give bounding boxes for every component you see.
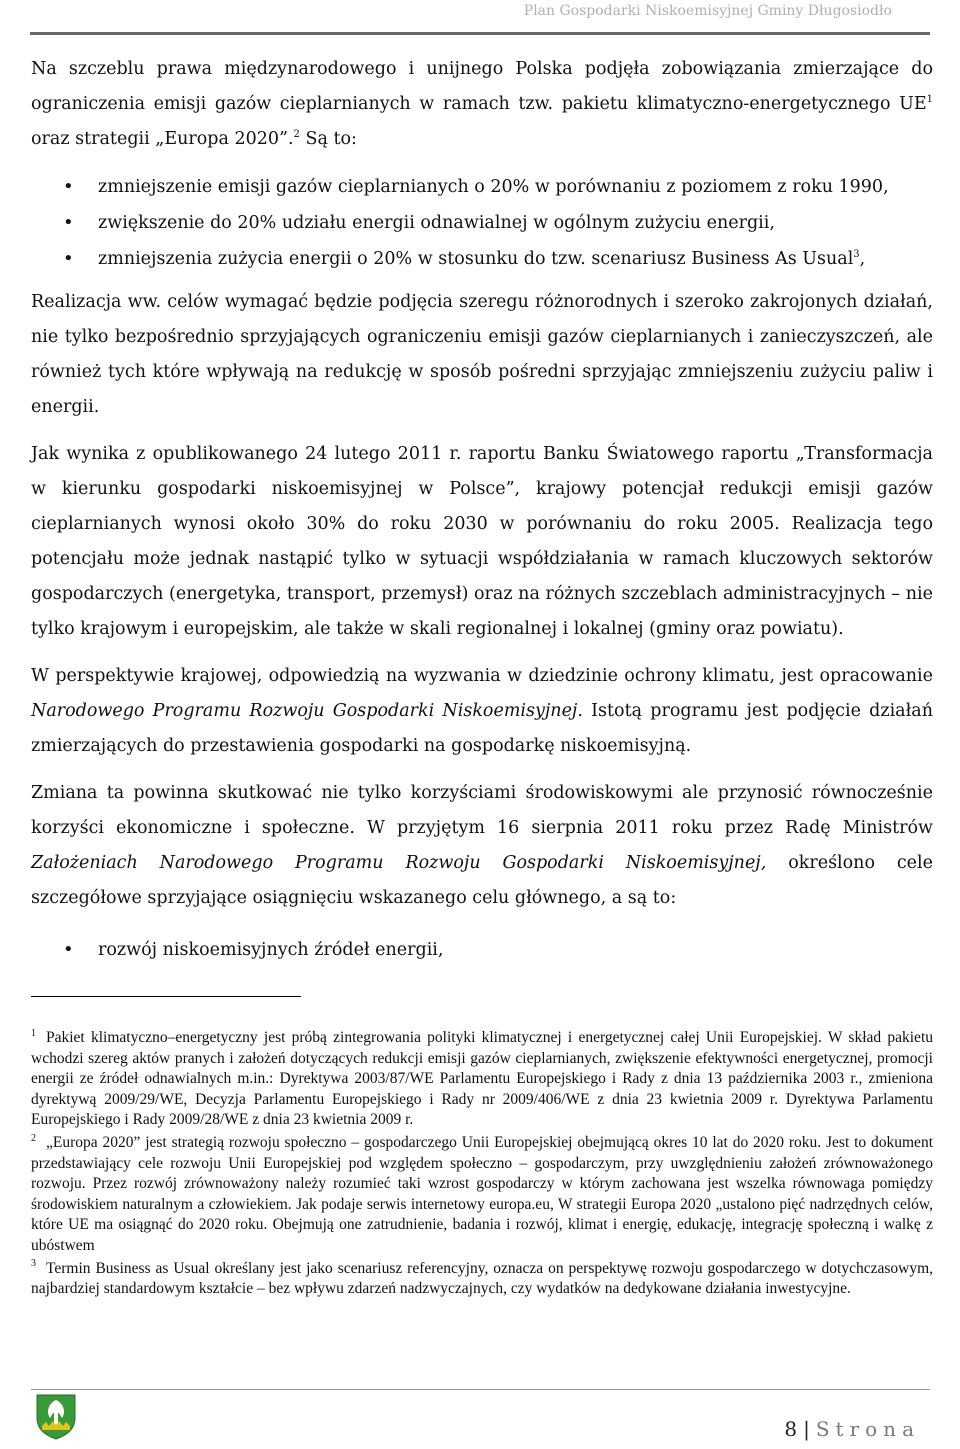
paragraph-intro-text-2: oraz strategii „Europa 2020”. bbox=[31, 129, 294, 149]
paragraph-realization: Realizacja ww. celów wymagać będzie podjęcia szeregu różnorodnych i szeroko zakrojonych działań, nie tylko bezpośrednio sprzyjających ograniczeniu emisji gazów cieplarnianych i zanieczyszczeń, ale również tych które wpływają na redukcję w sposób pośredni sprzyjając zmniejszeniu zużyciu paliw i energii. bbox=[31, 292, 933, 417]
footnote-number: 2 bbox=[31, 1132, 36, 1144]
footer-divider bbox=[31, 1389, 930, 1390]
page-number-value: 8 bbox=[784, 1417, 798, 1441]
assumptions-title-italic: Założeniach Narodowego Programu Rozwoju Gospodarki Niskoemisyjnej, bbox=[31, 853, 767, 873]
paragraph-national-text-1: W perspektywie krajowej, odpowiedzią na wyzwania w dziedzinie ochrony klimatu, jest opracowanie bbox=[31, 666, 933, 686]
coat-of-arms-icon bbox=[34, 1392, 78, 1440]
footnote-ref-2[interactable]: 2 bbox=[293, 129, 300, 141]
footnote-number: 1 bbox=[31, 1027, 36, 1039]
footnote-number: 3 bbox=[31, 1258, 36, 1270]
list-item-tail: , bbox=[859, 249, 866, 269]
list-item: • zwiększenie do 20% udziału energii odnawialnej w ogólnym zużyciu energii, bbox=[31, 205, 933, 241]
paragraph-intro-text-3: Są to: bbox=[299, 129, 357, 149]
footnote-text: Pakiet klimatyczno–energetyczny jest próbą zintegrowania polityki klimatycznej i energetycznej całej Unii Europejskiej. W skład pakietu wchodzi szereg aktów pranych i założeń dotyczących redukcji emisji gazów cieplarnianych, zwiększenie efektywności energetycznej, promocji energii ze źródeł odnawialnych m.in.: Dyrektywa 2003/87/WE Parlamentu Europejskiego i Rady z dnia 13 października 2003 r., zmieniona dyrektywą 2009/29/WE, Decyzja Parlamentu Europejskiego i Rady nr 2009/406/WE z dnia 23 kwietnia 2009 r. Dyrektywa Parlamentu Europejskiego i Rady 2009/28/WE z dnia 23 kwietnia 2009 r. bbox=[31, 1029, 933, 1129]
footnote-ref-3[interactable]: 3 bbox=[853, 249, 860, 261]
program-title-italic: Narodowego Programu Rozwoju Gospodarki Niskoemisyjnej. bbox=[31, 701, 583, 721]
header-divider bbox=[30, 32, 930, 35]
objectives-list bbox=[31, 932, 933, 968]
page-number-separator: | bbox=[803, 1417, 810, 1441]
paragraph-intro-text: Na szczeblu prawa międzynarodowego i unijnego Polska podjęła zobowiązania zmierzające do ograniczenia emisji gazów cieplarnianych w ramach tzw. pakietu klimatyczno-energetycznego UE bbox=[31, 59, 933, 114]
main-content bbox=[31, 52, 933, 968]
footnote-divider bbox=[31, 996, 301, 997]
footnote-ref-1[interactable]: 1 bbox=[926, 94, 933, 106]
paragraph-intro bbox=[31, 52, 933, 157]
list-item-text: zmniejszenia zużycia energii o 20% w stosunku do tzw. scenariusz Business As Usual bbox=[98, 249, 854, 269]
list-item: • rozwój niskoemisyjnych źródeł energii, bbox=[31, 932, 933, 968]
paragraph-world-bank: Jak wynika z opublikowanego 24 lutego 2011 r. raportu Banku Światowego raportu „Transformacja w kierunku gospodarki niskoemisyjnej w Polsce”, krajowy potencjał redukcji emisji gazów cieplarnianych wynosi około 30% do roku 2030 w porównaniu do roku 2005. Realizacja tego potencjału może jednak nastąpić tylko w sytuacji współdziałania w ramach kluczowych sektorów gospodarczych (energetyka, transport, przemysł) oraz na różnych szczeblach administracyjnych – nie tylko krajowym i europejskim, ale także w skali regionalnej i lokalnej (gminy oraz powiatu). bbox=[31, 444, 933, 639]
list-item: • zmniejszenie emisji gazów cieplarnianych o 20% w porównaniu z poziomem z roku 1990, bbox=[31, 169, 933, 205]
paragraph-national-perspective bbox=[31, 659, 933, 764]
footnote-text: „Europa 2020” jest strategią rozwoju społeczno – gospodarczego Unii Europejskiej obejmującą okres 10 lat do 2020 roku. Jest to dokument przedstawiający cele rozwoju Unii Europejskiej pod względem społeczno – gospodarczym, przy uwzględnieniu założeń zrównoważonego rozwoju. Przez rozwój zrównoważony należy rozumieć taki wzrost gospodarczy w którym zachowana jest wszelka równowaga pomiędzy środowiskiem naturalnym a człowiekiem. Jak podaje serwis internetowy europa.eu, W strategii Europa 2020 „ustalono pięć nadrzędnych celów, które UE ma osiągnąć do 2020 roku. Obejmują one zatrudnienie, badania i rozwój, klimat i energię, edukację, integrację społeczną i walkę z ubóstwem bbox=[31, 1133, 933, 1254]
paragraph-national-text-2: Istotą programu jest podjęcie działań zmierzających do przestawienia gospodarki na gospodarkę niskoemisyjną. bbox=[31, 701, 933, 756]
page-number bbox=[784, 1417, 920, 1441]
footnote-text: Termin Business as Usual określany jest jako scenariusz referencyjny, oznacza on perspektywę rozwoju gospodarczego w dotychczasowym, najbardziej standardowym kształcie – bez wpływu zdarzeń nadzwyczajnych, czy wydatków na dedykowane działania inwestycyjne. bbox=[31, 1259, 933, 1298]
footnotes bbox=[31, 1028, 933, 1302]
paragraph-change bbox=[31, 776, 933, 916]
list-item bbox=[31, 241, 933, 277]
footnote-3 bbox=[31, 1259, 933, 1300]
paragraph-change-text-2: określono cele szczegółowe sprzyjające osiągnięciu wskazanego celu głównego, a są to: bbox=[31, 853, 933, 908]
running-header: Plan Gospodarki Niskoemisyjnej Gminy Długosiodło bbox=[523, 3, 892, 19]
footnote-2 bbox=[31, 1133, 933, 1257]
goals-list bbox=[31, 169, 933, 277]
page-label: Strona bbox=[815, 1417, 920, 1441]
footnote-1 bbox=[31, 1028, 933, 1131]
paragraph-change-text-1: Zmiana ta powinna skutkować nie tylko korzyściami środowiskowymi ale przynosić równocześnie korzyści ekonomiczne i społeczne. W przyjętym 16 sierpnia 2011 roku przez Radę Ministrów bbox=[31, 783, 933, 838]
